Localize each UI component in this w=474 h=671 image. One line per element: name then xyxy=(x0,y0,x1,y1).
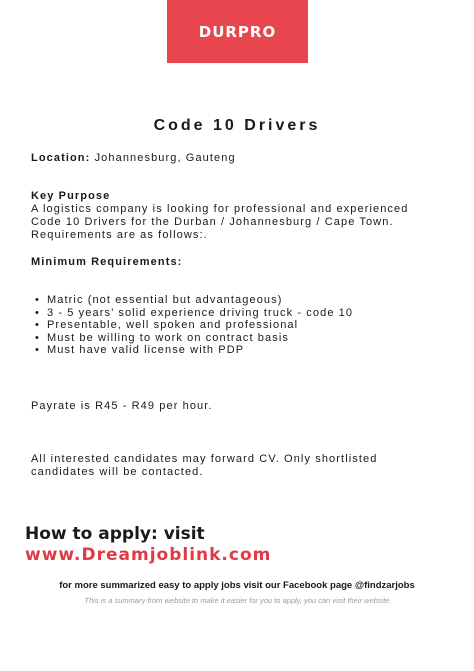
closing-line: candidates will be contacted. xyxy=(31,466,204,478)
key-purpose-line: Requirements are as follows:. xyxy=(31,229,208,241)
how-to-apply-label: How to apply: visit xyxy=(25,524,205,544)
min-requirements-heading: Minimum Requirements: xyxy=(31,256,183,268)
requirement-item: • Matric (not essential but advantageous) xyxy=(33,294,353,307)
closing-line: All interested candidates may forward CV. Only shortlisted xyxy=(31,453,378,465)
requirements-list xyxy=(33,294,353,357)
requirement-item: • 3 - 5 years’ solid experience driving truck - code 10 xyxy=(33,307,353,320)
key-purpose-line: Code 10 Drivers for the Durban / Johannesburg / Cape Town. xyxy=(31,216,394,228)
summary-disclaimer: This is a summary from website to make it easier for you to apply, you can visit their website xyxy=(84,596,390,605)
requirement-item: • Must have valid license with PDP xyxy=(33,344,353,357)
requirement-item: • Must be willing to work on contract basis xyxy=(33,332,353,345)
location-line xyxy=(31,152,236,166)
company-logo xyxy=(167,0,308,63)
location-value: Johannesburg, Gauteng xyxy=(94,152,236,164)
key-purpose-heading: Key Purpose xyxy=(31,190,111,202)
facebook-promo-text: for more summarized easy to apply jobs visit our Facebook page @findzarjobs xyxy=(59,580,415,591)
logo-text: DURPRO xyxy=(198,22,277,41)
apply-website-link[interactable]: www.Dreamjoblink.com xyxy=(25,545,272,565)
payrate-text: Payrate is R45 - R49 per hour. xyxy=(31,400,213,412)
job-title: Code 10 Drivers xyxy=(153,117,321,134)
requirement-item: • Presentable, well spoken and professional xyxy=(33,319,353,332)
key-purpose-line: A logistics company is looking for professional and experienced xyxy=(31,203,409,215)
location-label: Location: xyxy=(31,152,91,164)
